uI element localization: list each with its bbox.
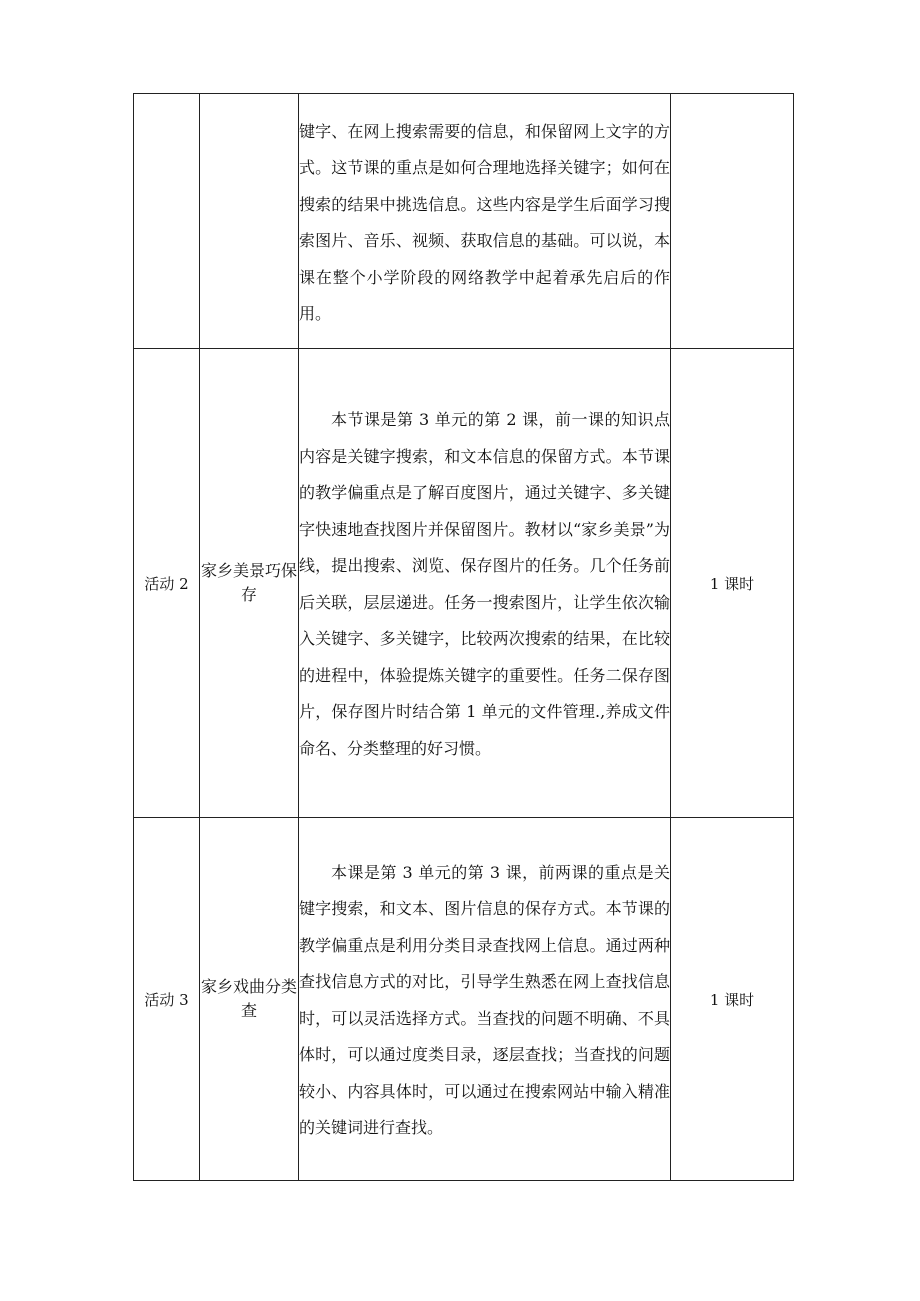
content-text: 本节课是第 3 单元的第 2 课，前一课的知识点内容是关键字搜索，和文本信息的保留方式。本节课的教学偏重点是了解百度图片，通过关键字、多关键字快速地查找图片并保留图片。教材以“家乡美景”为线，提出搜索、浏览、保存图片的任务。几个任务前后关联，层层递进。任务一搜索图片，让学生依次输入关键字、多关键字，比较两次搜索的结果，在比较的进程中，体验提炼关键字的重要性。任务二保存图片，保存图片时结合第 1 单元的文件管理.,养成文件命名、分类整理的好习惯。 bbox=[299, 410, 670, 758]
content-text: 键字、在网上搜索需要的信息，和保留网上文字的方式。这节课的重点是如何合理地选择关键字；如何在搜索的结果中挑选信息。这些内容是学生后面学习搜索图片、音乐、视频、获取信息的基础。可以说，本课在整个小学阶段的网络教学中起着承先启后的作用。 bbox=[299, 121, 670, 323]
activity-cell bbox=[134, 94, 200, 349]
table-row bbox=[134, 94, 794, 349]
table-row bbox=[134, 349, 794, 818]
activity-table bbox=[133, 93, 794, 1181]
title-cell: 家乡戏曲分类查 bbox=[200, 818, 299, 1181]
activity-cell: 活动 2 bbox=[134, 349, 200, 818]
content-cell bbox=[299, 818, 671, 1181]
content-cell bbox=[299, 94, 671, 349]
activity-cell: 活动 3 bbox=[134, 818, 200, 1181]
table-row bbox=[134, 818, 794, 1181]
hours-cell: 1 课时 bbox=[671, 349, 794, 818]
content-cell bbox=[299, 349, 671, 818]
content-text: 本课是第 3 单元的第 3 课，前两课的重点是关键字搜索，和文本、图片信息的保存方式。本节课的教学偏重点是利用分类目录查找网上信息。通过两种查找信息方式的对比，引导学生熟悉在网上查找信息时，可以灵活选择方式。当查找的问题不明确、不具体时，可以通过度类目录，逐层查找；当查找的问题较小、内容具体时，可以通过在搜索网站中输入精准的关键词进行查找。 bbox=[299, 862, 670, 1137]
hours-cell bbox=[671, 94, 794, 349]
title-cell: 家乡美景巧保存 bbox=[200, 349, 299, 818]
hours-cell: 1 课时 bbox=[671, 818, 794, 1181]
title-cell bbox=[200, 94, 299, 349]
